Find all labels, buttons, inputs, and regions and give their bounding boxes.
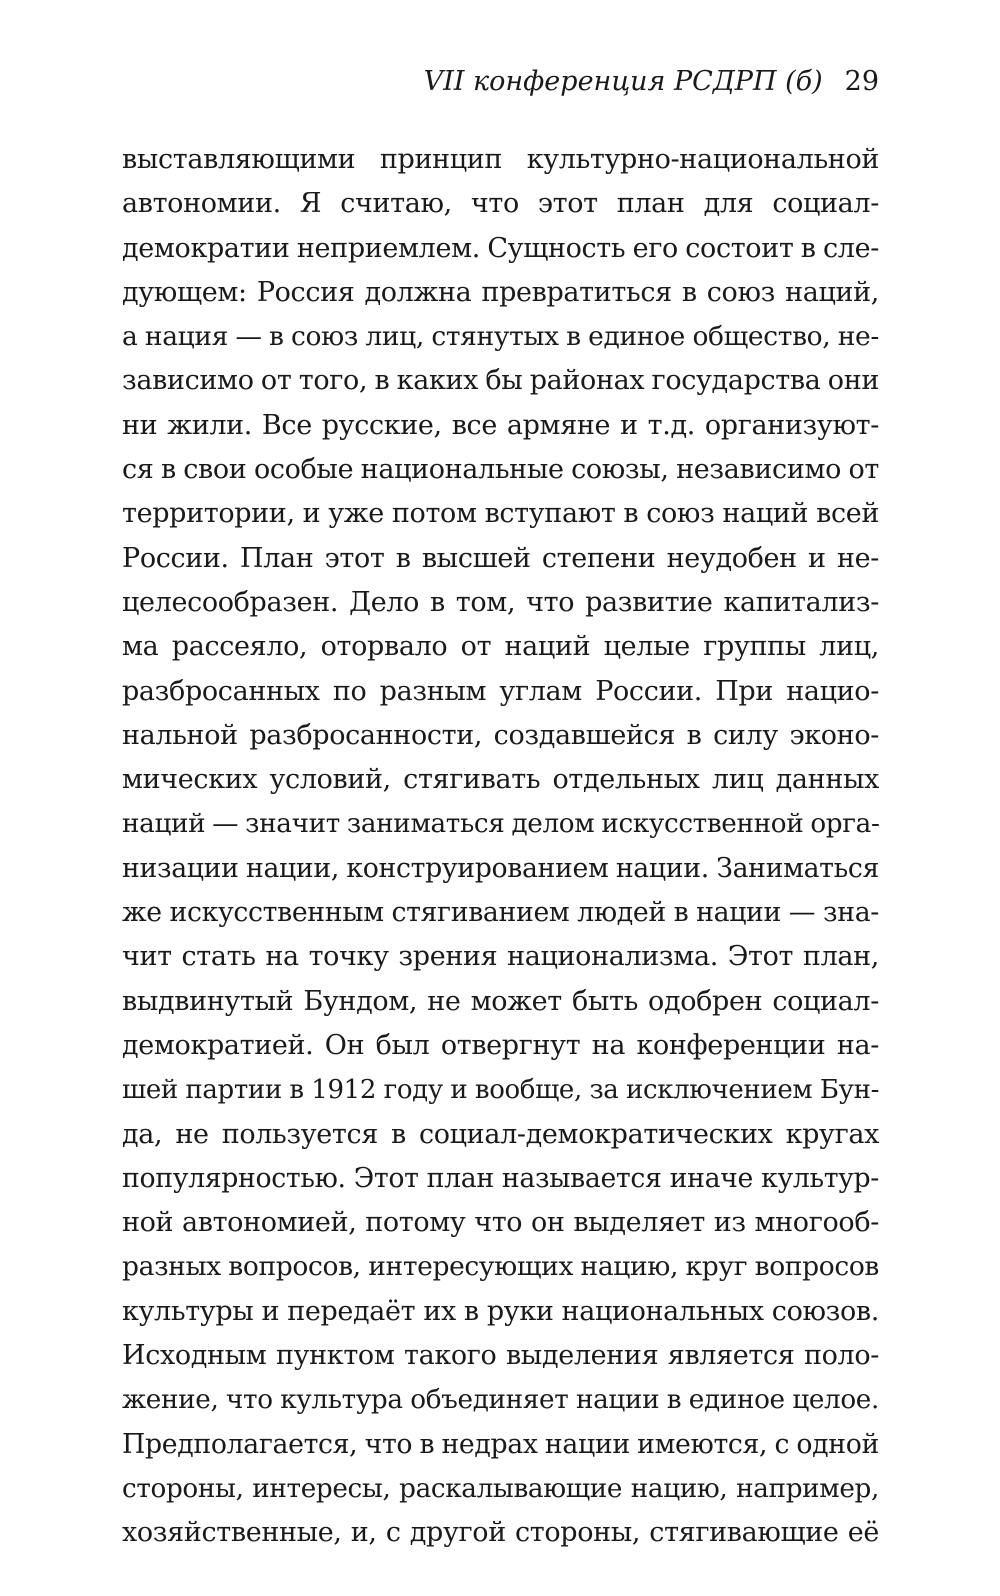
text-line: выдвинутый Бундом, не может быть одобрен социал- xyxy=(122,985,879,1017)
text-line: России. План этот в высшей степени неудобен и не- xyxy=(122,542,879,574)
text-line: Предполагается, что в недрах нации имеются, с одной xyxy=(122,1428,879,1460)
text-line: популярностью. Этот план называется иначе культур- xyxy=(122,1162,879,1194)
running-title: VII конференция РСДРП (б) xyxy=(423,66,823,97)
text-line: жение, что культура объединяет нации в единое целое. xyxy=(122,1385,879,1416)
text-line: дующем: Россия должна превратиться в союз наций, xyxy=(122,276,879,308)
text-line: же искусственным стягиванием людей в нации — зна- xyxy=(122,897,879,929)
text-line: зависимо от того, в каких бы районах государства они xyxy=(122,365,879,397)
text-line: мических условий, стягивать отдельных лиц данных xyxy=(122,764,879,796)
text-line: ной автономией, потому что он выделяет из многооб- xyxy=(122,1207,879,1239)
text-line: наций — значит заниматься делом искусственной орга- xyxy=(122,809,880,840)
text-line: а нация — в союз лиц, стянутых в единое общество, не- xyxy=(122,321,879,353)
text-line: хозяйственные, и, с другой стороны, стягивающие её xyxy=(122,1517,879,1549)
text-line: низации нации, конструированием нации. Заниматься xyxy=(122,852,879,884)
text-line: целесообразен. Дело в том, что развитие капитализ- xyxy=(122,586,879,618)
text-line: демократией. Он был отвергнут на конференции на- xyxy=(122,1029,879,1061)
text-line: выставляющими принцип культурно-национальной xyxy=(122,144,879,175)
text-line: территории, и уже потом вступают в союз наций всей xyxy=(122,498,879,530)
text-line: ни жили. Все русские, все армяне и т.д. организуют- xyxy=(122,409,879,441)
text-line: шей партии в 1912 году и вообще, за исключением Бун- xyxy=(122,1075,879,1106)
text-line: разных вопросов, интересующих нацию, круг вопросов xyxy=(122,1251,879,1283)
body-text xyxy=(122,138,879,1556)
text-line: нальной разбросанности, создавшейся в силу эконо- xyxy=(122,719,879,751)
text-line: автономии. Я считаю, что этот план для социал- xyxy=(122,188,879,220)
page-number: 29 xyxy=(844,66,879,97)
text-line: демократии неприемлем. Сущность его состоит в сле- xyxy=(122,232,879,264)
text-line: да, не пользуется в социал-демократических кругах xyxy=(122,1118,879,1150)
text-line: Исходным пунктом такого выделения является поло- xyxy=(122,1340,879,1372)
text-line: разбросанных по разным углам России. При нацио- xyxy=(122,675,879,707)
text-line: ма рассеяло, оторвало от наций целые группы лиц, xyxy=(122,631,879,663)
text-line: чит стать на точку зрения национализма. Этот план, xyxy=(122,941,879,973)
text-line: стороны, интересы, раскалывающие нацию, например, xyxy=(122,1473,879,1504)
text-line: ся в свои особые национальные союзы, независимо от xyxy=(122,454,879,486)
running-head xyxy=(424,62,879,102)
text-line: культуры и передаёт их в руки национальных союзов. xyxy=(122,1295,879,1327)
